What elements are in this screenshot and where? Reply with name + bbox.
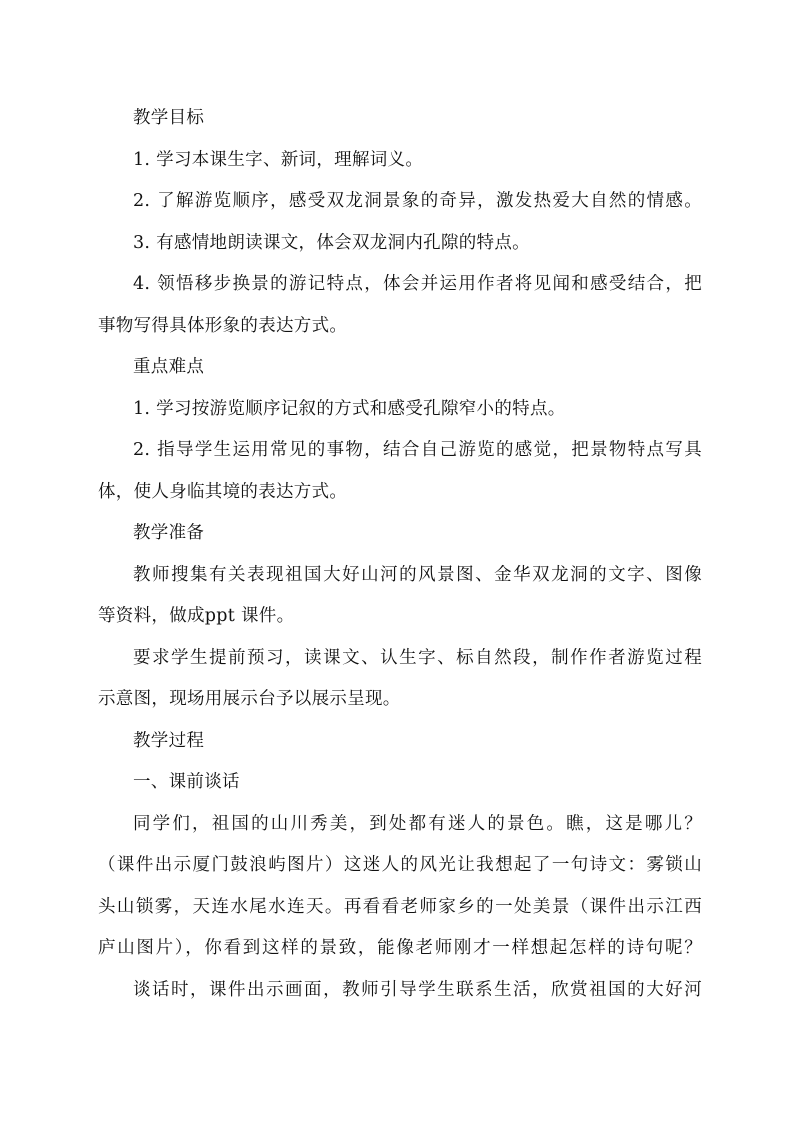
key-point-item-2-line-1: 2. 指导学生运用常见的事物，结合自己游览的感觉，把景物特点写具 bbox=[133, 440, 702, 460]
goal-item-4-line-1: 4. 领悟移步换景的游记特点，体会并运用作者将见闻和感受结合，把 bbox=[133, 274, 702, 294]
talk-paragraph-line-4: 庐山图片），你看到这样的景致，能像老师刚才一样想起怎样的诗句呢？ bbox=[98, 938, 702, 958]
heading-teaching-goals: 教学目标 bbox=[133, 108, 205, 128]
key-point-item-1: 1. 学习按游览顺序记叙的方式和感受孔隙窄小的特点。 bbox=[133, 398, 566, 419]
key-point-item-2-line-2: 体，使人身临其境的表达方式。 bbox=[98, 481, 348, 502]
preparation-paragraph-1-line-1: 教师搜集有关表现祖国大好山河的风景图、金华双龙洞的文字、图像 bbox=[133, 564, 702, 585]
talk-paragraph-line-2: （课件出示厦门鼓浪屿图片）这迷人的风光让我想起了一句诗文：雾锁山 bbox=[98, 855, 702, 875]
goal-item-3: 3. 有感情地朗读课文，体会双龙洞内孔隙的特点。 bbox=[133, 232, 530, 253]
heading-process: 教学过程 bbox=[133, 730, 205, 751]
talk-paragraph-line-1: 同学们，祖国的山川秀美，到处都有迷人的景色。瞧，这是哪儿？ bbox=[133, 813, 702, 834]
talk-note-line-1: 谈话时，课件出示画面，教师引导学生联系生活，欣赏祖国的大好河 bbox=[133, 979, 702, 1000]
preparation-paragraph-2-line-1: 要求学生提前预习，读课文、认生字、标自然段，制作作者游览过程 bbox=[133, 647, 702, 668]
document-body bbox=[98, 98, 702, 1011]
heading-key-points: 重点难点 bbox=[133, 357, 205, 377]
goal-item-1: 1. 学习本课生字、新词，理解词义。 bbox=[133, 149, 424, 170]
heading-preparation: 教学准备 bbox=[133, 523, 205, 543]
goal-item-4-line-2: 事物写得具体形象的表达方式。 bbox=[98, 315, 348, 336]
goal-item-2: 2. 了解游览顺序，感受双龙洞景象的奇异，激发热爱大自然的情感。 bbox=[133, 191, 702, 211]
section-heading-pre-class-talk: 一、课前谈话 bbox=[133, 772, 240, 792]
talk-paragraph-line-3: 头山锁雾，天连水尾水连天。再看看老师家乡的一处美景（课件出示江西 bbox=[98, 896, 702, 917]
preparation-paragraph-2-line-2: 示意图，现场用展示台予以展示呈现。 bbox=[98, 689, 401, 709]
preparation-paragraph-1-line-2: 等资料，做成ppt 课件。 bbox=[98, 606, 295, 626]
